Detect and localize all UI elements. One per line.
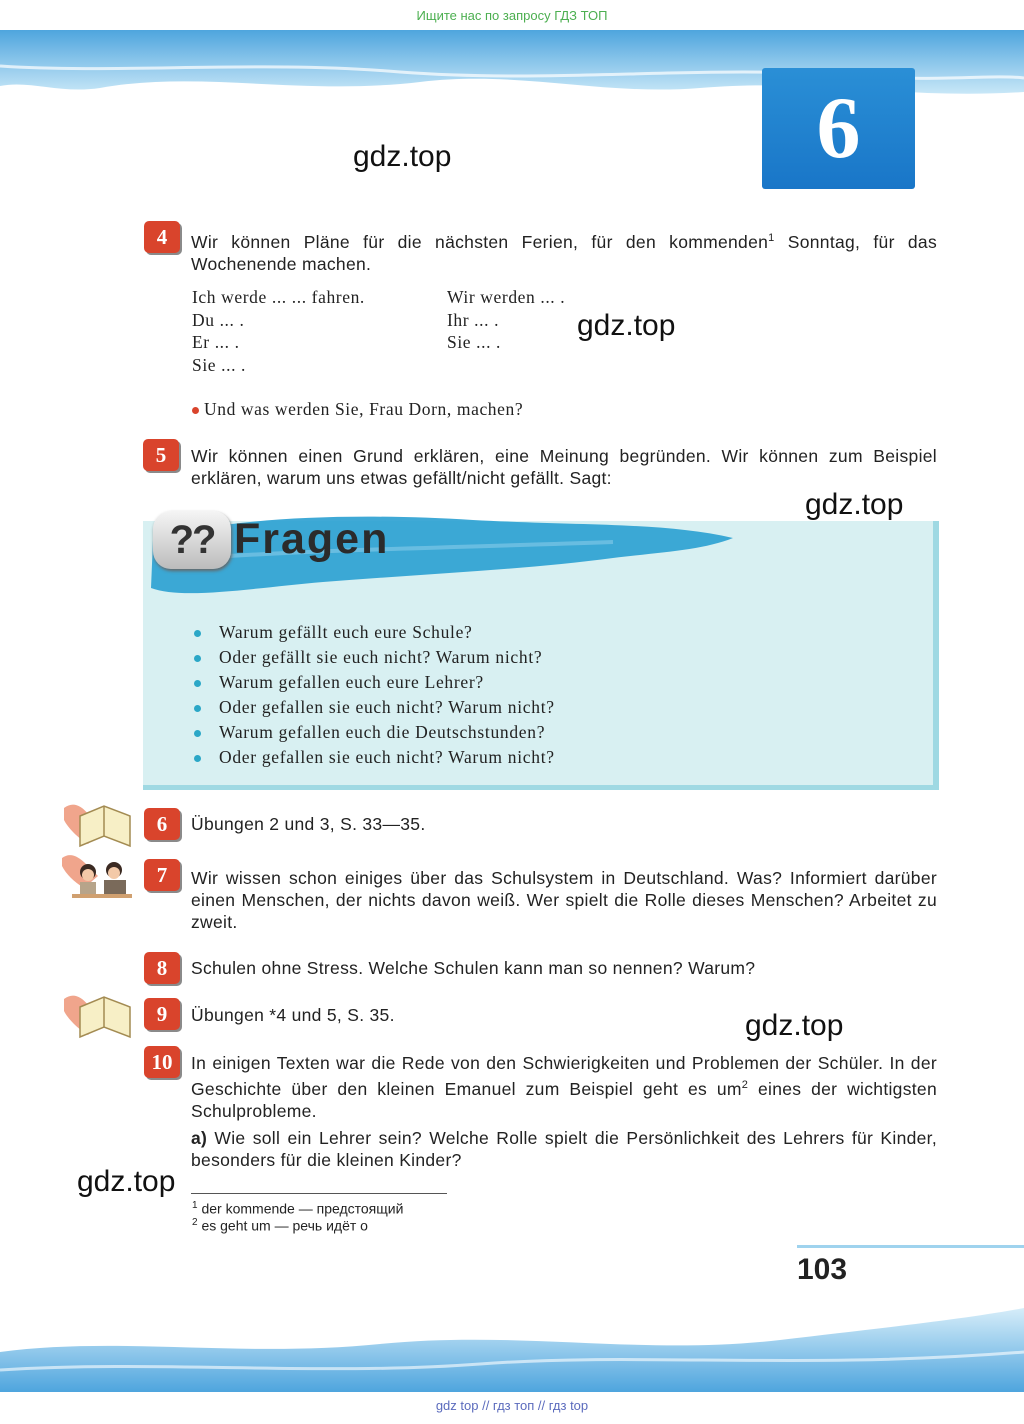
task6-instruction: Übungen 2 und 3, S. 33—35. [191,814,426,834]
question-marks-text: ?? [169,518,215,562]
fragen-question-list [194,620,754,770]
bullet-icon [194,655,201,662]
fragen-brush-stroke [143,500,743,610]
task-number-badge: 7 [144,859,180,891]
task-number-badge: 6 [144,808,180,840]
pair-work-icon [58,850,134,902]
workbook-icon [58,798,134,852]
task8-instruction: Schulen ohne Stress. Welche Schulen kann man so nennen? Warum? [191,958,756,978]
speech-line: Ich werde ... ... fahren. [192,287,365,307]
watermark: gdz.top [353,140,452,173]
speech-line: Er ... . [192,332,240,352]
speech-line: Sie ... . [447,332,502,352]
bottom-sky-decoration [0,1300,1024,1392]
task10-part-a: a) Wie soll ein Lehrer sein? Welche Rolle spielt die Persönlichkeit des Lehrers für Kinder, besonders für die kleinen Kinder? [191,1128,937,1170]
task-number-badge: 8 [144,952,180,984]
task4-right-column [447,286,647,354]
task-number-badge: 10 [144,1046,180,1078]
task-number-badge: 9 [144,998,180,1030]
list-item: Warum gefallen euch eure Lehrer? [194,670,754,695]
task4-left-column [192,286,432,376]
page-number-rule [797,1245,1024,1248]
bullet-icon [194,755,201,762]
task-number-badge: 4 [144,221,180,253]
task4-question: Und was werden Sie, Frau Dorn, machen? [192,398,692,421]
bottom-banner: gdz top // гдз топ // гдз top [435,1398,589,1413]
workbook-icon [58,989,134,1043]
task9-instruction: Übungen *4 und 5, S. 35. [191,1005,395,1025]
footnote: $^2$ es geht um — речь идёт о [192,1217,368,1234]
bullet-icon [194,730,201,737]
task10-instruction: In einigen Texten war die Rede von den Schwierigkeiten und Problemen der Schüler. In der Geschichte über den kleinen Emanuel zum Beispiel geht es $um^2$ eines der wichtigsten Schulprobleme. [191,1053,937,1121]
footnote-divider [191,1193,447,1194]
footnote: $^1$ der kommende — предстоящий [192,1200,404,1217]
watermark: gdz.top [577,309,676,342]
list-item: Warum gefällt euch eure Schule? [194,620,754,645]
chapter-number-badge: 6 [762,68,915,189]
list-item: Oder gefallen sie euch nicht? Warum nicht? [194,695,754,720]
bullet-icon [194,705,201,712]
top-banner: Ищите нас по запросу ГДЗ ТОП [416,8,608,23]
bullet-icon [194,680,201,687]
question-marks-icon [153,511,231,569]
task-number-badge: 5 [143,439,179,471]
watermark: gdz.top [805,488,904,521]
list-item: Oder gefallen sie euch nicht? Warum nicht? [194,745,754,770]
watermark: gdz.top [745,1009,844,1042]
bullet-icon [192,407,199,414]
list-item: Warum gefallen euch die Deutschstunden? [194,720,754,745]
task5-instruction: Wir können einen Grund erklären, eine Meinung begründen. Wir können zum Beispiel erklären, warum uns etwas gefällt/nicht gefällt. Sagt: [191,446,937,488]
speech-line: Sie ... . [192,354,247,375]
speech-line: Ihr ... . [447,309,500,330]
task7-instruction: Wir wissen schon einiges über das Schulsystem in Deutschland. Was? Informiert darüber einen Menschen, der nichts davon weiß. Wer spielt die Rolle dieses Menschen? Arbeitet zu zweit. [191,868,937,932]
watermark: gdz.top [77,1165,176,1198]
speech-line: Du ... . [192,309,245,330]
speech-line: Wir werden ... . [447,287,566,307]
page-number: 103 [797,1253,848,1286]
bullet-icon [194,630,201,637]
fragen-title: Fragen [234,515,390,563]
list-item: Oder gefällt sie euch nicht? Warum nicht? [194,645,754,670]
task4-instruction: Wir können Pläne für die nächsten Ferien, für den kommenden$^1$ Sonntag, für das Wochenende machen. [191,231,937,274]
